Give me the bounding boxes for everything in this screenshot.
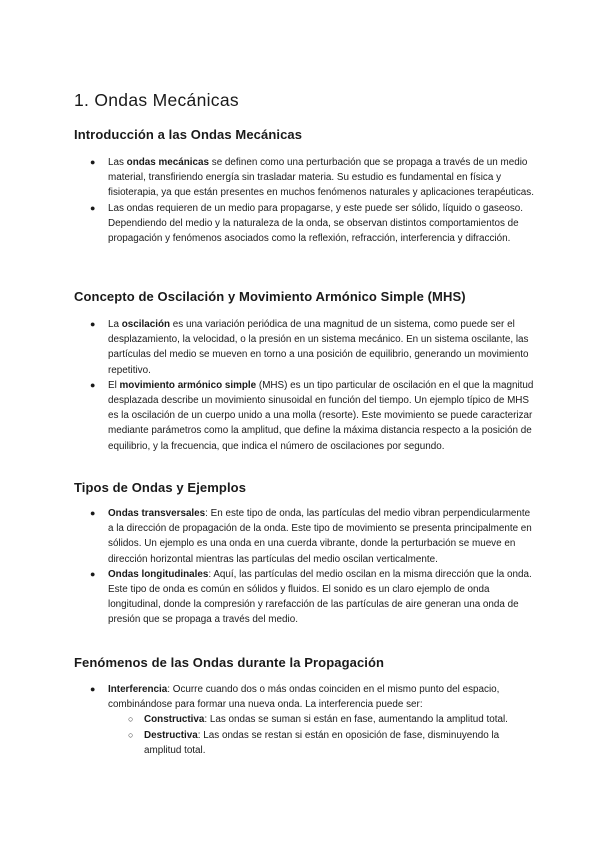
hollow-bullet-icon: ○ <box>128 729 134 740</box>
bullet-icon: ● <box>90 319 96 329</box>
item-text: : Ocurre cuando dos o más ondas coinciden en el mismo punto del espacio, combinándose para formar una nueva onda. La interferencia puede ser: <box>108 684 500 711</box>
sub-list-item <box>108 728 534 758</box>
item-text: : Las ondas se suman si están en fase, aumentando la amplitud total. <box>204 714 508 726</box>
item-bold: Ondas transversales <box>108 508 206 519</box>
section-list-oscillation <box>74 317 534 454</box>
section-list-intro <box>74 155 534 246</box>
item-text: : Aquí, las partículas del medio oscilan en la misma dirección que la onda. Este tipo de onda es común en sólidos y fluidos. El sonido es un claro ejemplo de onda longitudinal, donde la compresión y rarefacción de las partículas de aire generan una onda de presión que se propaga a través del medio. <box>108 568 532 626</box>
item-bold: ondas mecánicas <box>126 157 210 168</box>
list-item <box>74 155 534 201</box>
bullet-icon: ● <box>90 379 96 390</box>
item-bold: Ondas longitudinales <box>108 568 209 580</box>
bullet-icon: ● <box>90 568 96 579</box>
item-text: El <box>108 379 120 391</box>
bullet-icon: ● <box>90 202 96 213</box>
section-heading-intro: Introducción a las Ondas Mecánicas <box>74 127 303 142</box>
section-heading-phenomena: Fenómenos de las Ondas durante la Propagación <box>74 655 385 670</box>
list-item <box>74 378 534 454</box>
item-text: (MHS) es un tipo particular de oscilación en el que la magnitud desplazada describe un movimiento sinusoidal en función del tiempo. Un ejemplo típico de MHS es la oscilación de un cuerpo unido a una molla (resorte). Este movimiento se puede caracterizar mediante parámetros como la amplitud, que define la máxima distancia respecto a la posición de equilibrio, y la frecuencia, que indica el número de oscilaciones por segundo. <box>108 379 534 452</box>
item-text: Las <box>108 157 127 168</box>
item-text: es una variación periódica de una magnitud de un sistema, como puede ser el desplazamiento, la velocidad, o la presión en un sistema mecánico. En un sistema oscilante, las partículas del medio se mueven en torno a una posición de equilibrio, generando un movimiento repetitivo. <box>108 319 529 376</box>
item-bold: Constructiva <box>144 714 205 726</box>
list-item <box>74 317 534 378</box>
bullet-icon: ● <box>90 684 96 694</box>
list-item <box>74 506 534 567</box>
item-bold: oscilación <box>121 319 171 330</box>
page-title: 1. Ondas Mecánicas <box>74 90 239 110</box>
item-bold: Interferencia <box>108 684 168 695</box>
hollow-bullet-icon: ○ <box>128 714 134 725</box>
section-list-phenomena <box>74 682 534 758</box>
item-text: Las ondas requieren de un medio para propagarse, y este puede ser sólido, líquido o gaseoso. Dependiendo del medio y la naturaleza de la onda, se observan distintos comportamientos de propagación y fenómenos asociados como la reflexión, refracción, interferencia y difracción. <box>108 202 524 245</box>
bullet-icon: ● <box>90 157 96 167</box>
list-item <box>74 201 534 247</box>
bullet-icon: ● <box>90 508 96 518</box>
item-bold: movimiento armónico simple <box>119 379 257 391</box>
section-list-wave-types <box>74 506 534 628</box>
item-text: se definen como una perturbación que se propaga a través de un medio material, transfiriendo energía sin trasladar materia. Su estudio es fundamental en física y fisioterapia, ya que están presentes en muchos fenómenos naturales y aplicaciones terapéuticas. <box>108 157 534 199</box>
item-text: : En este tipo de onda, las partículas del medio vibran perpendicularmente a la dirección de propagación de la onda. Este tipo de movimiento se presenta principalmente en sólidos. Un ejemplo es una onda en una cuerda vibrante, donde la perturbación se mueve en dirección horizontal mientras las partículas del medio oscilan verticalmente. <box>108 508 532 565</box>
section-heading-wave-types: Tipos de Ondas y Ejemplos <box>74 480 247 495</box>
list-item <box>74 682 534 758</box>
list-item <box>74 567 534 628</box>
section-heading-oscillation: Concepto de Oscilación y Movimiento Armónico Simple (MHS) <box>74 289 466 304</box>
sub-list <box>108 712 534 758</box>
item-text: La <box>108 319 122 330</box>
item-text: : Las ondas se restan si están en oposición de fase, disminuyendo la amplitud total. <box>144 729 500 756</box>
item-bold: Destructiva <box>144 729 198 741</box>
sub-list-item <box>108 712 534 727</box>
